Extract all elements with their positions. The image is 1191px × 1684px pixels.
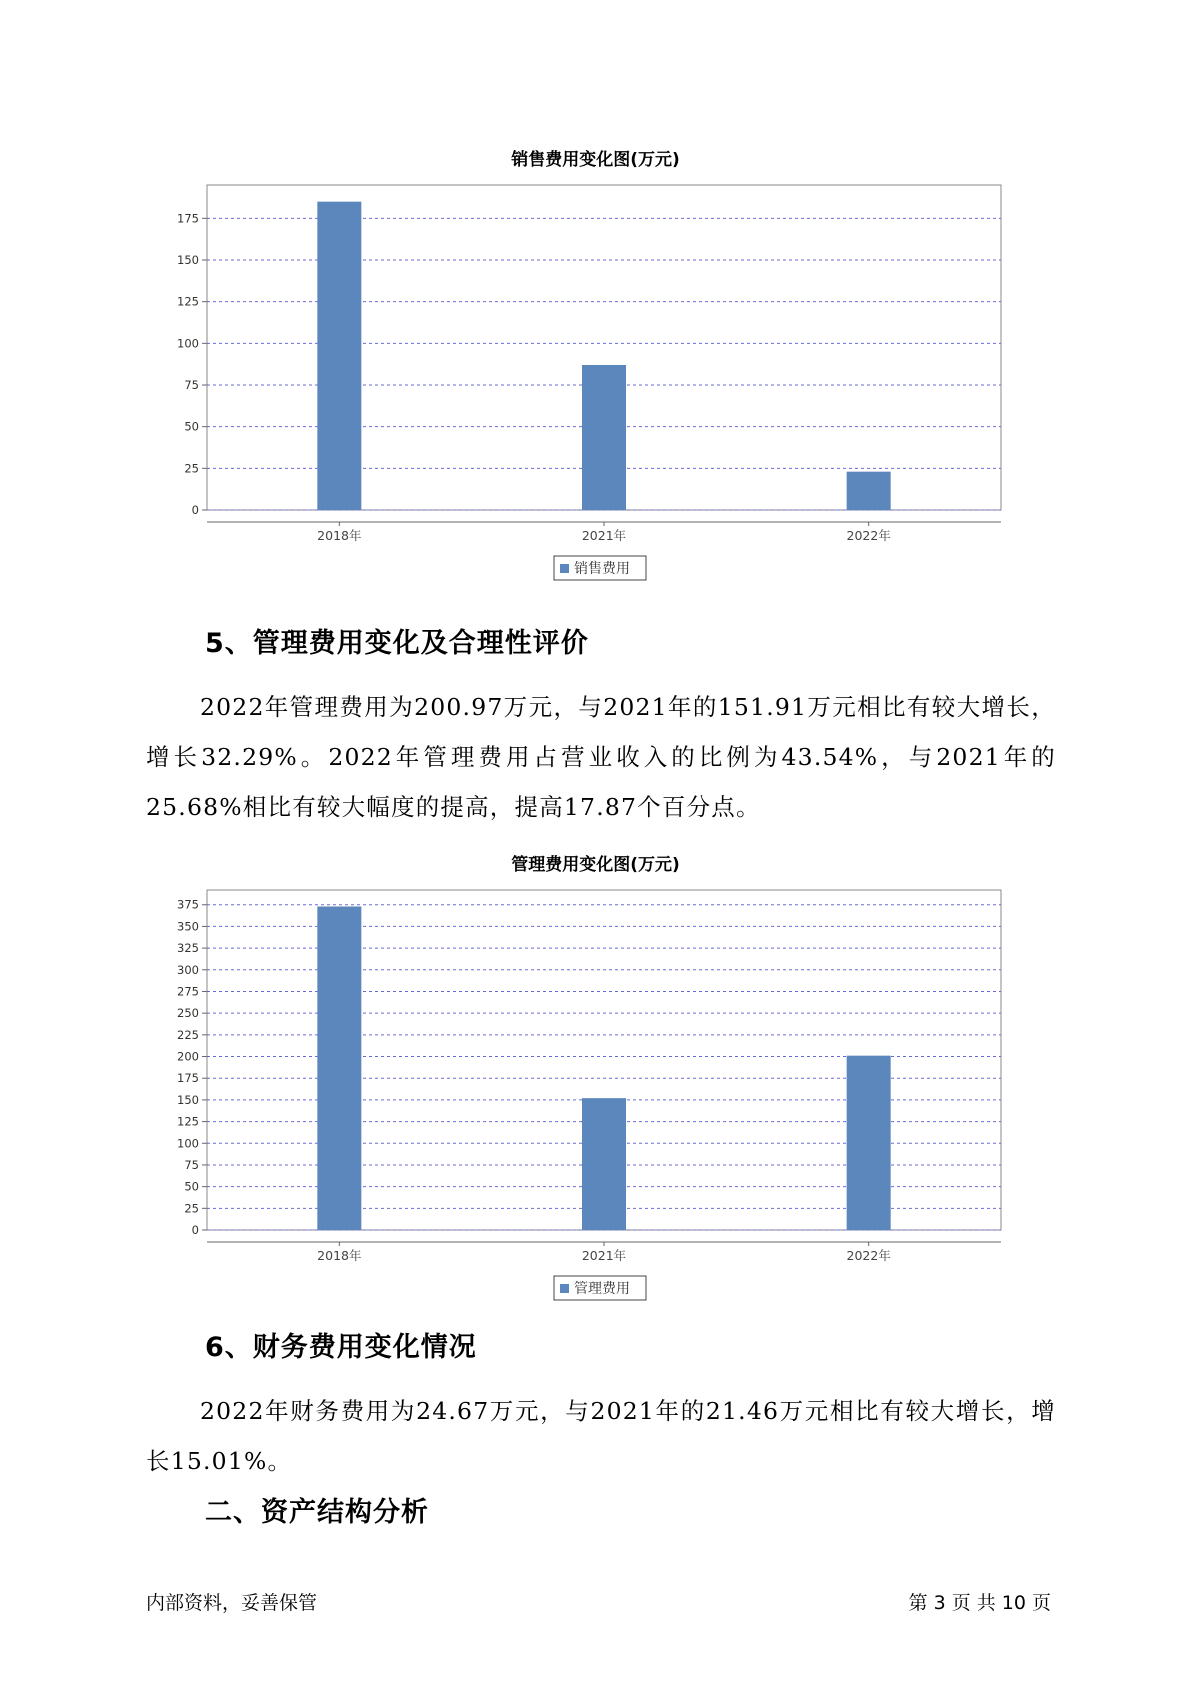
sales-expense-chart xyxy=(0,170,1191,590)
y-tick-label: 50 xyxy=(184,419,199,434)
section-5-paragraph: 2022年管理费用为200.97万元，与2021年的151.91万元相比有较大增长，增长32.29%。2022年管理费用占营业收入的比例为43.54%，与2021年的25.68%相比有较大幅度的提高，提高17.87个百分点。 xyxy=(146,693,1056,821)
y-tick-label: 25 xyxy=(184,461,199,476)
y-tick-label: 275 xyxy=(177,984,199,999)
y-tick-label: 0 xyxy=(191,503,199,517)
legend-swatch xyxy=(560,564,569,573)
legend-swatch xyxy=(560,1284,569,1293)
y-tick-label: 175 xyxy=(177,1071,199,1086)
bar-2018年 xyxy=(317,202,361,510)
footer-page-number: 第 3 页 共 10 页 xyxy=(908,1592,1051,1614)
section-6-paragraph: 2022年财务费用为24.67万元，与2021年的21.46万元相比有较大增长，增长15.01%。 xyxy=(146,1397,1056,1475)
y-tick-label: 300 xyxy=(177,962,199,977)
bar-2022年 xyxy=(847,472,891,510)
y-tick-label: 125 xyxy=(177,294,199,309)
y-tick-label: 350 xyxy=(177,919,199,934)
x-tick-label: 2021年 xyxy=(581,1248,627,1263)
bar-2022年 xyxy=(847,1056,891,1230)
y-tick-label: 375 xyxy=(177,897,199,912)
bar-2021年 xyxy=(582,1098,626,1230)
y-tick-label: 50 xyxy=(184,1179,199,1194)
y-tick-label: 225 xyxy=(177,1027,199,1042)
footer-confidential-note: 内部资料，妥善保管 xyxy=(146,1592,318,1614)
legend xyxy=(554,556,646,580)
section-6-heading: 6、财务费用变化情况 xyxy=(205,1332,477,1363)
y-tick-label: 250 xyxy=(177,1006,199,1021)
chart-title-sales: 销售费用变化图(万元) xyxy=(511,150,680,170)
x-tick-label: 2022年 xyxy=(846,1248,891,1263)
y-tick-label: 125 xyxy=(177,1114,199,1129)
bar-2021年 xyxy=(582,365,626,510)
legend-label: 管理费用 xyxy=(574,1281,630,1297)
admin-expense-chart xyxy=(0,875,1191,1305)
y-tick-label: 150 xyxy=(177,1092,199,1107)
x-tick-label: 2018年 xyxy=(317,1248,362,1263)
section-ii-heading: 二、资产结构分析 xyxy=(205,1497,429,1528)
y-tick-label: 25 xyxy=(184,1201,199,1216)
x-tick-label: 2018年 xyxy=(317,528,362,543)
legend-label: 销售费用 xyxy=(574,561,630,577)
chart-title-admin: 管理费用变化图(万元) xyxy=(511,855,680,875)
y-tick-label: 0 xyxy=(191,1223,199,1237)
legend xyxy=(554,1276,646,1300)
y-tick-label: 150 xyxy=(177,253,199,267)
x-tick-label: 2022年 xyxy=(846,528,891,543)
y-tick-label: 175 xyxy=(177,211,199,226)
y-tick-label: 325 xyxy=(177,941,199,956)
y-tick-label: 100 xyxy=(177,1136,199,1151)
y-tick-label: 200 xyxy=(177,1049,199,1064)
y-tick-label: 75 xyxy=(184,1157,199,1172)
bar-2018年 xyxy=(317,906,361,1230)
y-tick-label: 75 xyxy=(184,378,199,392)
x-tick-label: 2021年 xyxy=(581,528,627,543)
y-tick-label: 100 xyxy=(177,336,199,351)
section-5-heading: 5、管理费用变化及合理性评价 xyxy=(205,628,589,659)
